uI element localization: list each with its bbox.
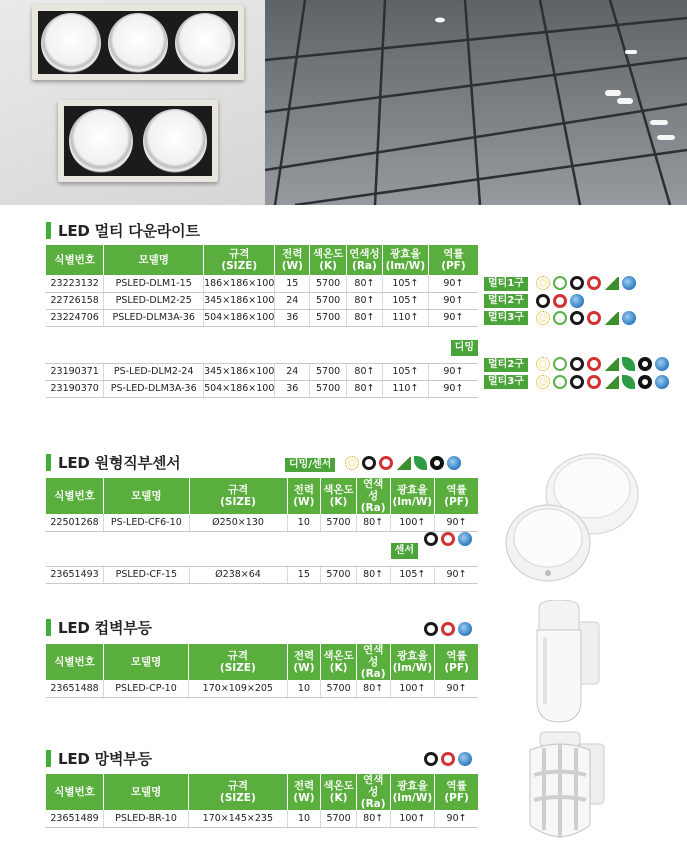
dimming-tag: 디밍 bbox=[451, 340, 478, 356]
cell-id: 23190371 bbox=[46, 363, 104, 380]
cell-id: 23190370 bbox=[46, 380, 104, 397]
guard-wall-lamp-photo bbox=[520, 730, 620, 848]
cell-pf: 90↑ bbox=[428, 363, 478, 380]
safety-mark-icon bbox=[441, 752, 455, 766]
cell-pf: 90↑ bbox=[435, 514, 478, 531]
kc-mark-icon bbox=[536, 294, 550, 308]
high-efficiency-sun-icon bbox=[536, 311, 550, 325]
title-accent-bar bbox=[46, 454, 51, 471]
table-header-row bbox=[46, 245, 478, 275]
hero-photo bbox=[0, 0, 687, 205]
row-tag-multi2: 멀티2구 bbox=[484, 294, 528, 308]
cell-id: 23224706 bbox=[46, 309, 104, 326]
header-size: 규격 (SIZE) bbox=[189, 774, 288, 810]
quality-q-icon bbox=[430, 456, 444, 470]
cell-model: PSLED-CP-10 bbox=[104, 680, 189, 697]
cert-icons-cup-wall bbox=[424, 622, 472, 636]
cell-kelvin: 5700 bbox=[310, 309, 347, 326]
header-lmw: 광효율 (lm/W) bbox=[390, 478, 435, 514]
header-id: 식별번호 bbox=[46, 245, 104, 275]
cert-icons-row3 bbox=[536, 311, 636, 325]
high-efficiency-sun-icon bbox=[536, 276, 550, 290]
header-watt: 전력 (W) bbox=[287, 478, 321, 514]
table-header-row bbox=[46, 644, 478, 680]
header-size: 규격 (SIZE) bbox=[189, 478, 287, 514]
cell-size: 170×145×235 bbox=[189, 810, 288, 827]
cell-lmw: 105↑ bbox=[382, 275, 428, 292]
header-pf: 역률 (PF) bbox=[435, 774, 478, 810]
cell-watt: 24 bbox=[275, 363, 310, 380]
title-accent-bar bbox=[46, 619, 51, 636]
cell-lmw: 100↑ bbox=[390, 514, 435, 531]
cell-pf: 90↑ bbox=[428, 309, 478, 326]
safety-mark-icon bbox=[587, 276, 601, 290]
cell-watt: 10 bbox=[287, 810, 321, 827]
safety-mark-icon bbox=[587, 357, 601, 371]
table-gap-row bbox=[46, 356, 478, 363]
cell-size: 170×109×205 bbox=[188, 680, 287, 697]
high-efficiency-sun-icon bbox=[536, 375, 550, 389]
table-row bbox=[46, 275, 478, 292]
header-watt: 전력 (W) bbox=[287, 644, 321, 680]
cell-kelvin: 5700 bbox=[310, 292, 347, 309]
cell-lmw: 110↑ bbox=[382, 380, 428, 397]
kc-mark-icon bbox=[570, 375, 584, 389]
cert-icons-row4 bbox=[536, 357, 669, 371]
section-title-text: LED 멀티 다운라이트 bbox=[58, 222, 200, 240]
cell-model: PSLED-DLM2-25 bbox=[104, 292, 204, 309]
header-model: 모델명 bbox=[104, 644, 189, 680]
cell-model: PSLED-DLM3A-36 bbox=[104, 309, 204, 326]
safety-mark-icon bbox=[587, 311, 601, 325]
cert-icons-row5 bbox=[536, 375, 669, 389]
table-row bbox=[46, 680, 478, 697]
cell-model: PS-LED-CF6-10 bbox=[104, 514, 189, 531]
cell-ra: 80↑ bbox=[347, 363, 383, 380]
cell-pf: 90↑ bbox=[435, 680, 478, 697]
cell-watt: 36 bbox=[275, 309, 310, 326]
header-pf: 역률 (PF) bbox=[435, 644, 478, 680]
sensor-tag: 센서 bbox=[391, 543, 418, 559]
cell-lmw: 110↑ bbox=[382, 309, 428, 326]
header-id: 식별번호 bbox=[46, 644, 104, 680]
header-ra: 연색성 (Ra) bbox=[347, 245, 383, 275]
cell-pf: 90↑ bbox=[435, 566, 478, 583]
table-row bbox=[46, 292, 478, 309]
efficiency-grade-icon bbox=[396, 457, 411, 470]
header-ra: 연색성 (Ra) bbox=[356, 774, 390, 810]
cell-lmw: 100↑ bbox=[390, 810, 435, 827]
cell-model: PSLED-BR-10 bbox=[104, 810, 189, 827]
safety-mark-icon bbox=[441, 532, 455, 546]
spec-table-round-sensor bbox=[46, 478, 478, 584]
cell-model: PSLED-DLM1-15 bbox=[104, 275, 204, 292]
cert-icons-row2 bbox=[536, 294, 584, 308]
spec-table-cup-wall bbox=[46, 644, 478, 698]
kc-mark-icon bbox=[570, 276, 584, 290]
row-tag-multi3: 멀티3구 bbox=[484, 311, 528, 325]
section-title-guard-wall bbox=[46, 748, 152, 769]
sensor-tag-row bbox=[46, 531, 478, 559]
table-row bbox=[46, 309, 478, 326]
header-size: 규격 (SIZE) bbox=[204, 245, 275, 275]
header-model: 모델명 bbox=[104, 478, 189, 514]
cell-size: 504×186×100 bbox=[204, 309, 275, 326]
cell-watt: 10 bbox=[287, 514, 321, 531]
green-leaf-icon bbox=[622, 357, 635, 371]
table-header-row bbox=[46, 774, 478, 810]
quality-q-icon bbox=[638, 357, 652, 371]
cell-model: PS-LED-DLM2-24 bbox=[104, 363, 204, 380]
header-watt: 전력 (W) bbox=[275, 245, 310, 275]
section-title-multi-downlight bbox=[46, 220, 200, 241]
cell-size: Ø250×130 bbox=[189, 514, 287, 531]
cell-size: 345×186×100 bbox=[204, 292, 275, 309]
cell-watt: 36 bbox=[275, 380, 310, 397]
cell-pf: 90↑ bbox=[435, 810, 478, 827]
kc-mark-icon bbox=[424, 622, 438, 636]
round-sensor-light-photo bbox=[500, 448, 650, 588]
header-id: 식별번호 bbox=[46, 478, 104, 514]
cell-id: 22501268 bbox=[46, 514, 104, 531]
header-kelvin: 색온도 (K) bbox=[321, 774, 357, 810]
safety-mark-icon bbox=[553, 294, 567, 308]
header-watt: 전력 (W) bbox=[287, 774, 321, 810]
cell-kelvin: 5700 bbox=[310, 275, 347, 292]
eco-ring-icon bbox=[553, 276, 567, 290]
cell-pf: 90↑ bbox=[428, 292, 478, 309]
header-ra: 연색성 (Ra) bbox=[356, 478, 390, 514]
cell-size: 186×186×100 bbox=[204, 275, 275, 292]
header-lmw: 광효율 (lm/W) bbox=[390, 774, 435, 810]
table-row bbox=[46, 810, 478, 827]
spec-table-multi-downlight bbox=[46, 245, 478, 398]
header-kelvin: 색온도 (K) bbox=[310, 245, 347, 275]
ceiling-grid bbox=[265, 0, 687, 205]
cell-kelvin: 5700 bbox=[321, 566, 357, 583]
kc-mark-icon bbox=[424, 532, 438, 546]
blue-globe-icon bbox=[570, 294, 584, 308]
row-tag-dim-multi3: 멀티3구 bbox=[484, 375, 528, 389]
cell-id: 23651493 bbox=[46, 566, 104, 583]
cell-size: Ø238×64 bbox=[189, 566, 287, 583]
cell-ra: 80↑ bbox=[356, 680, 390, 697]
blue-globe-icon bbox=[655, 357, 669, 371]
header-pf: 역률 (PF) bbox=[428, 245, 478, 275]
cell-model: PS-LED-DLM3A-36 bbox=[104, 380, 204, 397]
section-title-text: LED 망벽부등 bbox=[58, 750, 152, 768]
safety-mark-icon bbox=[587, 375, 601, 389]
blue-globe-icon bbox=[622, 311, 636, 325]
high-efficiency-sun-icon bbox=[536, 357, 550, 371]
title-accent-bar bbox=[46, 222, 51, 239]
cell-lmw: 105↑ bbox=[382, 363, 428, 380]
cell-kelvin: 5700 bbox=[321, 514, 357, 531]
title-accent-bar bbox=[46, 750, 51, 767]
cell-ra: 80↑ bbox=[356, 810, 390, 827]
cert-icons-sensor bbox=[424, 532, 472, 546]
row-tag-dim-multi2: 멀티2구 bbox=[484, 358, 528, 372]
kc-mark-icon bbox=[570, 311, 584, 325]
eco-ring-icon bbox=[553, 375, 567, 389]
section-title-text: LED 컵벽부등 bbox=[58, 619, 152, 637]
header-model: 모델명 bbox=[104, 245, 204, 275]
row-tag-multi1: 멀티1구 bbox=[484, 277, 528, 291]
cell-ra: 80↑ bbox=[356, 566, 390, 583]
cell-id: 23651488 bbox=[46, 680, 104, 697]
cell-ra: 80↑ bbox=[356, 514, 390, 531]
cell-lmw: 105↑ bbox=[382, 292, 428, 309]
high-efficiency-sun-icon bbox=[345, 456, 359, 470]
header-id: 식별번호 bbox=[46, 774, 104, 810]
cell-id: 23223132 bbox=[46, 275, 104, 292]
header-ra: 연색성 (Ra) bbox=[356, 644, 390, 680]
eco-ring-icon bbox=[553, 357, 567, 371]
header-kelvin: 색온도 (K) bbox=[321, 478, 357, 514]
table-gap-row bbox=[46, 559, 478, 566]
kc-mark-icon bbox=[570, 357, 584, 371]
dimming-sensor-tag: 디밍/센서 bbox=[285, 458, 335, 472]
efficiency-grade-icon bbox=[604, 358, 619, 371]
header-lmw: 광효율 (lm/W) bbox=[390, 644, 435, 680]
efficiency-grade-icon bbox=[604, 312, 619, 325]
dimming-tag-row bbox=[46, 326, 478, 356]
green-leaf-icon bbox=[414, 456, 427, 470]
cell-kelvin: 5700 bbox=[310, 380, 347, 397]
header-lmw: 광효율 (lm/W) bbox=[382, 245, 428, 275]
kc-mark-icon bbox=[362, 456, 376, 470]
table-row bbox=[46, 514, 478, 531]
cell-watt: 15 bbox=[275, 275, 310, 292]
cert-icons-row1 bbox=[536, 276, 636, 290]
blue-globe-icon bbox=[655, 375, 669, 389]
efficiency-grade-icon bbox=[604, 376, 619, 389]
table-header-row bbox=[46, 478, 478, 514]
table-row bbox=[46, 380, 478, 397]
cell-size: 345×186×100 bbox=[204, 363, 275, 380]
blue-globe-icon bbox=[458, 622, 472, 636]
cell-lmw: 105↑ bbox=[390, 566, 435, 583]
header-pf: 역률 (PF) bbox=[435, 478, 478, 514]
header-model: 모델명 bbox=[104, 774, 189, 810]
cell-ra: 80↑ bbox=[347, 275, 383, 292]
cell-id: 23651489 bbox=[46, 810, 104, 827]
cert-icons-round-sensor bbox=[345, 456, 461, 470]
cell-ra: 80↑ bbox=[347, 380, 383, 397]
fixture-three-lamp bbox=[32, 5, 244, 80]
blue-globe-icon bbox=[622, 276, 636, 290]
green-leaf-icon bbox=[622, 375, 635, 389]
blue-globe-icon bbox=[458, 532, 472, 546]
header-kelvin: 색온도 (K) bbox=[321, 644, 357, 680]
cell-pf: 90↑ bbox=[428, 380, 478, 397]
section-title-round-sensor bbox=[46, 452, 180, 473]
cell-watt: 10 bbox=[287, 680, 321, 697]
efficiency-grade-icon bbox=[604, 277, 619, 290]
cell-kelvin: 5700 bbox=[310, 363, 347, 380]
cell-ra: 80↑ bbox=[347, 309, 383, 326]
cell-size: 504×186×100 bbox=[204, 380, 275, 397]
safety-mark-icon bbox=[379, 456, 393, 470]
eco-ring-icon bbox=[553, 311, 567, 325]
cell-kelvin: 5700 bbox=[321, 680, 357, 697]
cup-wall-lamp-photo bbox=[525, 600, 620, 725]
cert-icons-guard-wall bbox=[424, 752, 472, 766]
header-size: 규격 (SIZE) bbox=[188, 644, 287, 680]
cell-ra: 80↑ bbox=[347, 292, 383, 309]
safety-mark-icon bbox=[441, 622, 455, 636]
section-title-cup-wall bbox=[46, 617, 152, 638]
table-row bbox=[46, 363, 478, 380]
spec-table-guard-wall bbox=[46, 774, 478, 828]
quality-q-icon bbox=[638, 375, 652, 389]
cell-watt: 24 bbox=[275, 292, 310, 309]
cell-model: PSLED-CF-15 bbox=[104, 566, 189, 583]
cell-watt: 15 bbox=[287, 566, 321, 583]
fixture-two-lamp bbox=[58, 100, 218, 182]
table-row bbox=[46, 566, 478, 583]
blue-globe-icon bbox=[458, 752, 472, 766]
kc-mark-icon bbox=[424, 752, 438, 766]
cell-id: 22726158 bbox=[46, 292, 104, 309]
section-title-text: LED 원형직부센서 bbox=[58, 454, 181, 472]
cell-pf: 90↑ bbox=[428, 275, 478, 292]
cell-lmw: 100↑ bbox=[390, 680, 435, 697]
blue-globe-icon bbox=[447, 456, 461, 470]
cell-kelvin: 5700 bbox=[321, 810, 357, 827]
